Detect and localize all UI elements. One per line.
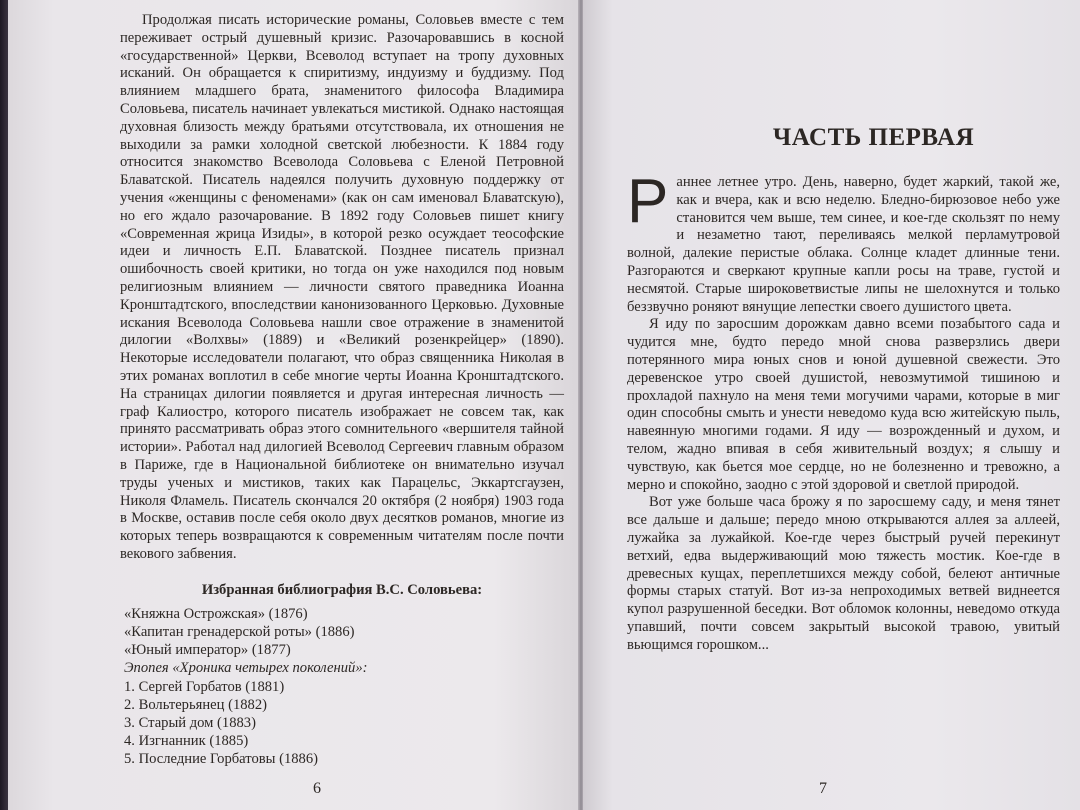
left-paragraph: Продолжая писать исторические романы, Соловьев вместе с тем переживает острый душевный кризис. Разочаровавшись в косной «государственной» Церкви, Всеволод вступает на тропу духовных исканий. Он обращается к спиритизму, индуизму и буддизму. Под влиянием младшего брата, знаменитого философа Владимира Соловьева, писатель начинает увлекаться мистикой. Однако настоящая духовная близость между братьями отсутствовала, их отношения не выходили за рамки холодной светской любезности. К 1884 году относится знакомство Всеволода Соловьева с Еленой Петровной Блаватской. Писатель надеялся получить духовную поддержку от учения «женщины с феноменами» (как он сам именовал Блаватскую), но его ждало разочарование. В 1892 году Соловьев пишет книгу «Современная жрица Изиды», в которой резко осуждает теософские идеи и личность Е.П. Блаватской. Позднее писатель признал ошибочность своей критики, но тогда он уже находился под новым религиозным влиянием — личности святого праведника Иоанна Кронштадтского, впоследствии канонизованного Церковью. Духовные искания Всеволода Соловьева нашли свое отражение в знаменитой дилогии «Волхвы» (1889) и «Великий розенкрейцер» (1890). Некоторые исследователи полагают, что образ священника Николая в этих романах воплотил в себе многие черты Иоанна Кронштадтского. На страницах дилогии появляется и другая интересная личность — граф Калиостро, которого писатель изображает не совсем так, как принято рассматривать образ этого сомнительного «вершителя тайной истории». Работал над дилогией Всеволод Сергеевич главным образом в Париже, где в Национальной библиотеке он внимательно изучал труды ученых и мистиков, таких как Парацельс, Эккартсгаузен, Николя Фламель. Писатель скончался 20 октября (2 ноября) 1903 года в Москве, оставив после себя около двух десятков романов, многие из которых теперь возвращаются к современным читателям после почти векового забвения.	[120, 12, 564, 562]
page-number-right: 7	[819, 780, 827, 797]
right-paragraph-1-text: аннее летнее утро. День, наверно, будет жаркий, такой же, как и вчера, как и всю неделю. Бледно-бирюзовое небо уже становится чем выше, тем синее, и кое-где скользят по нему и незаметно тают, переливаясь мелкой перламутровой волной, далекие перистые облака. Солнце кладет длинные тени. Разгораются и сверкают крупные капли росы на траве, густой и несмятой. Старые широковетвистые липы не шелохнутся и только беззвучно роняют вянущие лепестки своего душистого цвета.	[627, 174, 1060, 315]
bibliography-item: «Юный император» (1877)	[124, 642, 291, 659]
left-body-text	[120, 12, 564, 564]
page-right	[583, 0, 1080, 810]
bibliography-item: 3. Старый дом (1883)	[124, 714, 256, 731]
bibliography-item: «Княжна Острожская» (1876)	[124, 605, 308, 622]
right-paragraph-3: Вот уже больше часа брожу я по заросшему саду, и меня тянет все дальше и дальше; передо мною открываются аллея за аллеей, лужайка за лужайкой. Кое-где через быстрый ручей перекинут ветхий, едва выдерживающий мою тяжесть мостик. Кое-где в древесных кущах, переплетшихся между собой, белеют античные формы старых статуй. Вот из-за непроходимых ветвей виднеется купол разрушенной беседки. Вот обломок колонны, неведомо откуда упавший, почти совсем закрытый высокой травою, увитый вьющимся горошком...	[627, 494, 1060, 653]
page-left	[8, 0, 580, 810]
right-paragraph-2: Я иду по заросшим дорожкам давно всеми позабытого сада и чудится мне, будто передо мной снова разверзлись двери потерянного мира юных снов и юной душевной свежести. Это деревенское утро своей душистой, невозмутимой тишиною и прохладой пахнуло на меня теми могучими чарами, которые в миг один способны смыть и унести неведомо куда всю житейскую пыль, навеянную многими годами. Я иду — возрожденный и духом, и телом, жадно впивая в себя живительный воздух; я слышу и чувствую, как бьется мое сердце, но не болезненно и тревожно, а мерно и спокойно, заодно с этой здоровой и светлой природой.	[627, 316, 1060, 493]
bibliography-epopee: Эпопея «Хроника четырех поколений»:	[124, 660, 368, 677]
bibliography-list	[120, 605, 564, 769]
bibliography-item: «Капитан гренадерской роты» (1886)	[124, 623, 355, 640]
bibliography-item: 5. Последние Горбатовы (1886)	[124, 751, 319, 768]
bibliography-item: 4. Изгнанник (1885)	[124, 733, 249, 750]
drop-cap-letter: Р	[627, 167, 669, 236]
page-number-left: 6	[313, 780, 321, 797]
bibliography-item: 1. Сергей Горбатов (1881)	[124, 678, 285, 695]
bibliography-item: 2. Вольтерьянец (1882)	[124, 696, 267, 713]
right-body-text	[627, 167, 1060, 655]
bibliography	[120, 582, 564, 769]
bibliography-title: Избранная библиография В.С. Соловьева:	[201, 581, 483, 598]
right-paragraph-1	[627, 167, 1060, 316]
chapter-title: ЧАСТЬ ПЕРВАЯ	[772, 124, 975, 151]
